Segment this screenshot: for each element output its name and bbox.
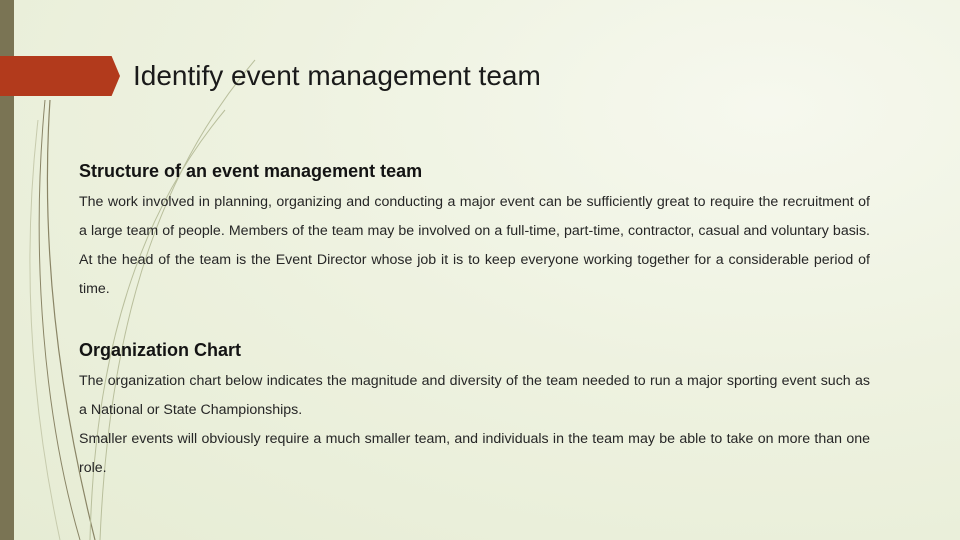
section-heading-org-chart: Organization Chart: [79, 340, 242, 360]
slide-title: Identify event management team: [133, 60, 541, 91]
section-heading-structure: Structure of an event management team: [79, 161, 423, 181]
paragraph-structure: The work involved in planning, organizing and conducting a major event can be sufficiently great to require the recruitment of a large team of people. Members of the team may be involved on a full-time, part-time, contractor, casual and voluntary basis. At the head of the team is the Event Director whose job it is to keep everyone working together for a considerable period of time.: [79, 194, 870, 297]
slide-content: [79, 158, 870, 483]
title-arrow-accent: [0, 56, 120, 96]
paragraph-org-chart-2: Smaller events will obviously require a much smaller team, and individuals in the team may be able to take on more than one role.: [79, 431, 870, 476]
paragraph-org-chart-1: The organization chart below indicates the magnitude and diversity of the team needed to run a major sporting event such as a National or State Championships.: [79, 373, 870, 418]
